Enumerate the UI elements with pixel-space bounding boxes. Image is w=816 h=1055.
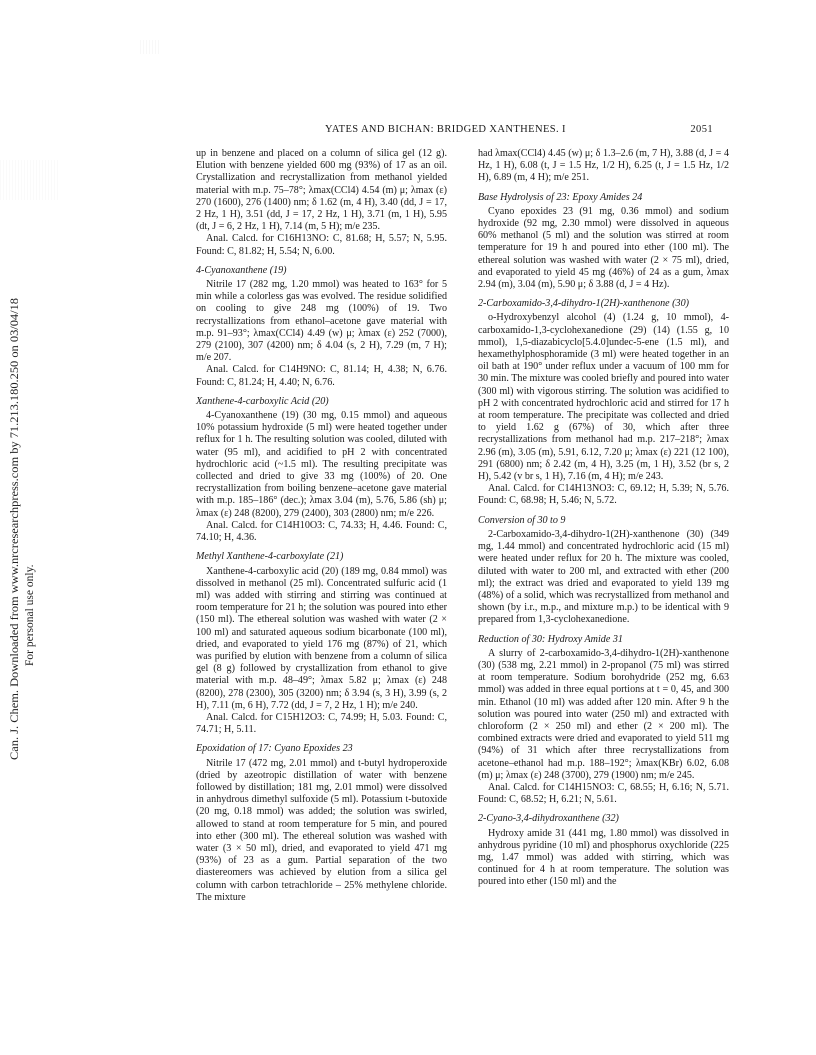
section-heading: 2-Cyano-3,4-dihydroxanthene (32) [478,813,619,825]
analysis-paragraph: Anal. Calcd. for C15H12O3: C, 74.99; H, 5.03. Found: C, 74.71; H, 5.11. [196,711,447,736]
running-head-title: YATES AND BICHAN: BRIDGED XANTHENES. I [325,124,566,135]
section-heading: Base Hydrolysis of 23: Epoxy Amides 24 [478,191,643,203]
download-notice [5,290,45,760]
analysis-paragraph: Anal. Calcd. for C14H15NO3: C, 68.55; H, 6.16; N, 5.71. Found: C, 68.52; H, 6.21; N, 5.61. [478,781,729,806]
analysis-paragraph: Anal. Calcd. for C14H10O3: C, 74.33; H, 4.46. Found: C, 74.10; H, 4.36. [196,519,447,544]
paragraph: Nitrile 17 (472 mg, 2.01 mmol) and t-butyl hydroperoxide (dried by azeotropic distillation of water with benzene followed by distillation; 181 mg, 2.01 mmol) were dissolved in anhydrous dimethyl sulfoxide (5 ml). Potassium t-butoxide (20 mg, 0.18 mmol) was added; the solution was swirled, allowed to stand at room temperature for 5 min, and poured into ether (300 ml). The ethereal solution was washed with water (3 × 50 ml), dried, and evaporated to yield 471 mg (93%) of 23 as a gum. Partial separation of the two diastereomers was achieved by elution from a silica gel column with carbon tetrachloride – 25% methylene chloride. The mixture [196,757,447,903]
analysis-paragraph: Anal. Calcd. for C16H13NO: C, 81.68; H, 5.57; N, 5.95. Found: C, 81.82; H, 5.54; N, 6.00. [196,233,447,257]
left-column [196,148,447,904]
page-number: 2051 [690,124,713,135]
download-notice-line2: For personal use only. [24,564,36,666]
analysis-paragraph: Anal. Calcd. for C14H13NO3: C, 69.12; H, 5.39; N, 5.76. Found: C, 68.98; H, 5.46; N, 5.72. [478,483,729,507]
paragraph: 2-Carboxamido-3,4-dihydro-1(2H)-xanthenone (30) (349 mg, 1.44 mmol) and concentrated hydrochloric acid (15 ml) were heated under reflux for 20 h. The mixture was cooled, diluted with water to 200 ml, and extracted with ether (200 ml); the extract was dried and evaporated to yield 139 mg (48%) of a solid, which was recrystallized from methanol and shown (by i.r., m.p., and mixture m.p.) to be identical with 9 prepared from 1,3-cyclohexanedione. [478,528,729,626]
section-heading: Epoxidation of 17: Cyano Epoxides 23 [196,743,353,755]
section-heading: 4-Cyanoxanthene (19) [196,264,287,276]
paragraph: 4-Cyanoxanthene (19) (30 mg, 0.15 mmol) and aqueous 10% potassium hydroxide (5 ml) were heated together under reflux for 1 h. The resulting solution was cooled, diluted with water (95 ml), and acidified to pH 2 with concentrated hydrochloric acid (~1.5 ml). The resulting precipitate was collected and dried to give 33 mg (100%) of 20. One recrystallization from boiling benzene–acetone gave material with m.p. 185–186° (dec.); λmax 3.04 (m), 5.76, 5.86 (sh) μ; λmax (ε) 248 (8200), 279 (2400), 303 (2800) nm; m/e 226. [196,410,447,519]
paragraph: up in benzene and placed on a column of silica gel (12 g). Elution with benzene yielded 600 mg (93%) of 17 as an oil. Crystallization and recrystallization from methanol yielded material with m.p. 75–78°; λmax(CCl4) 4.54 (m) μ; λmax (ε) 270 (1600), 276 (1400) nm; δ 1.62 (m, 4 H), 3.40 (dd, J = 17, 2 Hz, 1 H), 3.51 (dd, J = 17, 2 Hz, 1 H), 3.71 (m, 1 H), 5.95 (dt, J = 6, 2 Hz, 1 H), 7.14 (m, 5 H); m/e 235. [196,148,447,233]
paragraph: Xanthene-4-carboxylic acid (20) (189 mg, 0.84 mmol) was dissolved in methanol (25 ml). Concentrated sulfuric acid (1 ml) was added with stirring and stirring was continued at room temperature for 21 h; the solution was poured into ether (150 ml). The ethereal solution was washed with water (2 × 100 ml) and saturated aqueous sodium bicarbonate (100 ml), dried, and evaporated to yield 176 mg (87%) of 21, which was purified by elution with benzene from a column of silica gel (8 g) followed by crystallization from ethanol to give material with m.p. 48–49°; λmax 5.82 μ; λmax (ε) 248 (8200), 278 (2300), 305 (3200) nm; δ 3.94 (s, 3 H), 3.99 (s, 2 H), 7.11 (m, 6 H), 7.72 (dd, J = 7, 2 Hz, 1 H); m/e 240. [196,565,447,711]
right-column [478,148,729,889]
paragraph: had λmax(CCl4) 4.45 (w) μ; δ 1.3–2.6 (m, 7 H), 3.88 (d, J = 4 Hz, 1 H), 6.08 (t, J = 1.5 Hz, 1/2 H), 6.25 (t, J = 1.5 Hz, 1/2 H), 6.89 (m, 4 H); m/e 251. [478,148,729,184]
paragraph: A slurry of 2-carboxamido-3,4-dihydro-1(2H)-xanthenone (30) (538 mg, 2.21 mmol) in 2-propanol (75 ml) was stirred at room temperature. Sodium borohydride (252 mg, 6.63 mmol) was added in three equal portions at t = 0, 45, and 300 min. Ethanol (10 ml) was added after 120 min. After 9 h the solution was poured into water (250 ml) and extracted with chloroform (2 × 250 ml) and ether (2 × 200 ml). The combined extracts were dried and evaporated to yield 511 mg (94%) of 31 which after three recrystallizations from acetone–ethanol had m.p. 188–192°; λmax(KBr) 6.02, 6.08 (m) μ; λmax (ε) 248 (3700), 279 (1900) nm; m/e 245. [478,647,729,781]
paragraph: Nitrile 17 (282 mg, 1.20 mmol) was heated to 163° for 5 min while a colorless gas was evolved. The residue solidified on cooling to give 248 mg (100%) of 19. Two recrystallizations from ethanol–acetone gave material with m.p. 91–93°; λmax(CCl4) 4.49 (w) μ; λmax (ε) 252 (7000), 279 (2100), 307 (4200) nm; δ 4.04 (s, 2 H), 7.29 (m, 7 H); m/e 207. [196,279,447,364]
paragraph: Cyano epoxides 23 (91 mg, 0.36 mmol) and sodium hydroxide (92 mg, 2.30 mmol) were dissolved in aqueous 60% methanol (5 ml) and the solution was stirred at room temperature for 19 h and poured into ether (100 ml). The ethereal solution was washed with water (2 × 75 ml), dried, and evaporated to yield 45 mg (46%) of 24 as a gum, λmax 2.94 (m), 3.04 (m), 5.90 μ; δ 3.88 (d, J = 4 Hz). [478,205,729,291]
analysis-paragraph: Anal. Calcd. for C14H9NO: C, 81.14; H, 4.38; N, 6.76. Found: C, 81.24; H, 4.40; N, 6.76. [196,364,447,388]
section-heading: Reduction of 30: Hydroxy Amide 31 [478,633,623,645]
section-heading: 2-Carboxamido-3,4-dihydro-1(2H)-xanthenone (30) [478,298,689,310]
download-notice-svg [5,290,45,760]
section-heading: Methyl Xanthene-4-carboxylate (21) [196,551,344,563]
paragraph: Hydroxy amide 31 (441 mg, 1.80 mmol) was dissolved in anhydrous pyridine (10 ml) and phosphorus oxychloride (225 mg, 1.47 mmol) was added with stirring, which was continued for 4 h at room temperature. The solution was poured into ether (150 ml) and the [478,827,729,888]
scan-smudge-top [140,40,160,54]
section-heading: Xanthene-4-carboxylic Acid (20) [196,395,329,407]
paragraph: o-Hydroxybenzyl alcohol (4) (1.24 g, 10 mmol), 4-carboxamido-1,3-cyclohexanedione (29) (14) (1.55 g, 10 mmol), 1,5-diazabicyclo[5.4.0]undec-5-ene (1.5 ml), and hexamethylphosphoramide (3 ml) were heated together in an oil bath at 190° under reflux under a vacuum of 100 mm for 30 min. The mixture was cooled briefly and poured into water (300 ml) with vigorous stirring. The solution was acidified to pH 2 with concentrated hydrochloric acid and stirred for 17 h at room temperature. The precipitate was collected and dried to yield 1.62 g (67%) of 30, which after three recrystallizations from methanol had m.p. 217–218°; λmax 2.96 (m), 3.05 (m), 5.91, 6.12, 7.20 μ; λmax (ε) 221 (12 100), 291 (6800) nm; δ 2.42 (m, 4 H), 3.25 (m, 1 H), 3.52 (br s, 2 H), 5.42 (v br s, 1 H), 7.16 (m, 4 H); m/e 243. [478,312,729,483]
section-heading: Conversion of 30 to 9 [478,514,566,526]
download-notice-line1: Can. J. Chem. Downloaded from www.nrcresearchpress.com by 71.213.180.250 on 03/04/18 [9,331,21,760]
scan-smudge-left [0,160,60,200]
